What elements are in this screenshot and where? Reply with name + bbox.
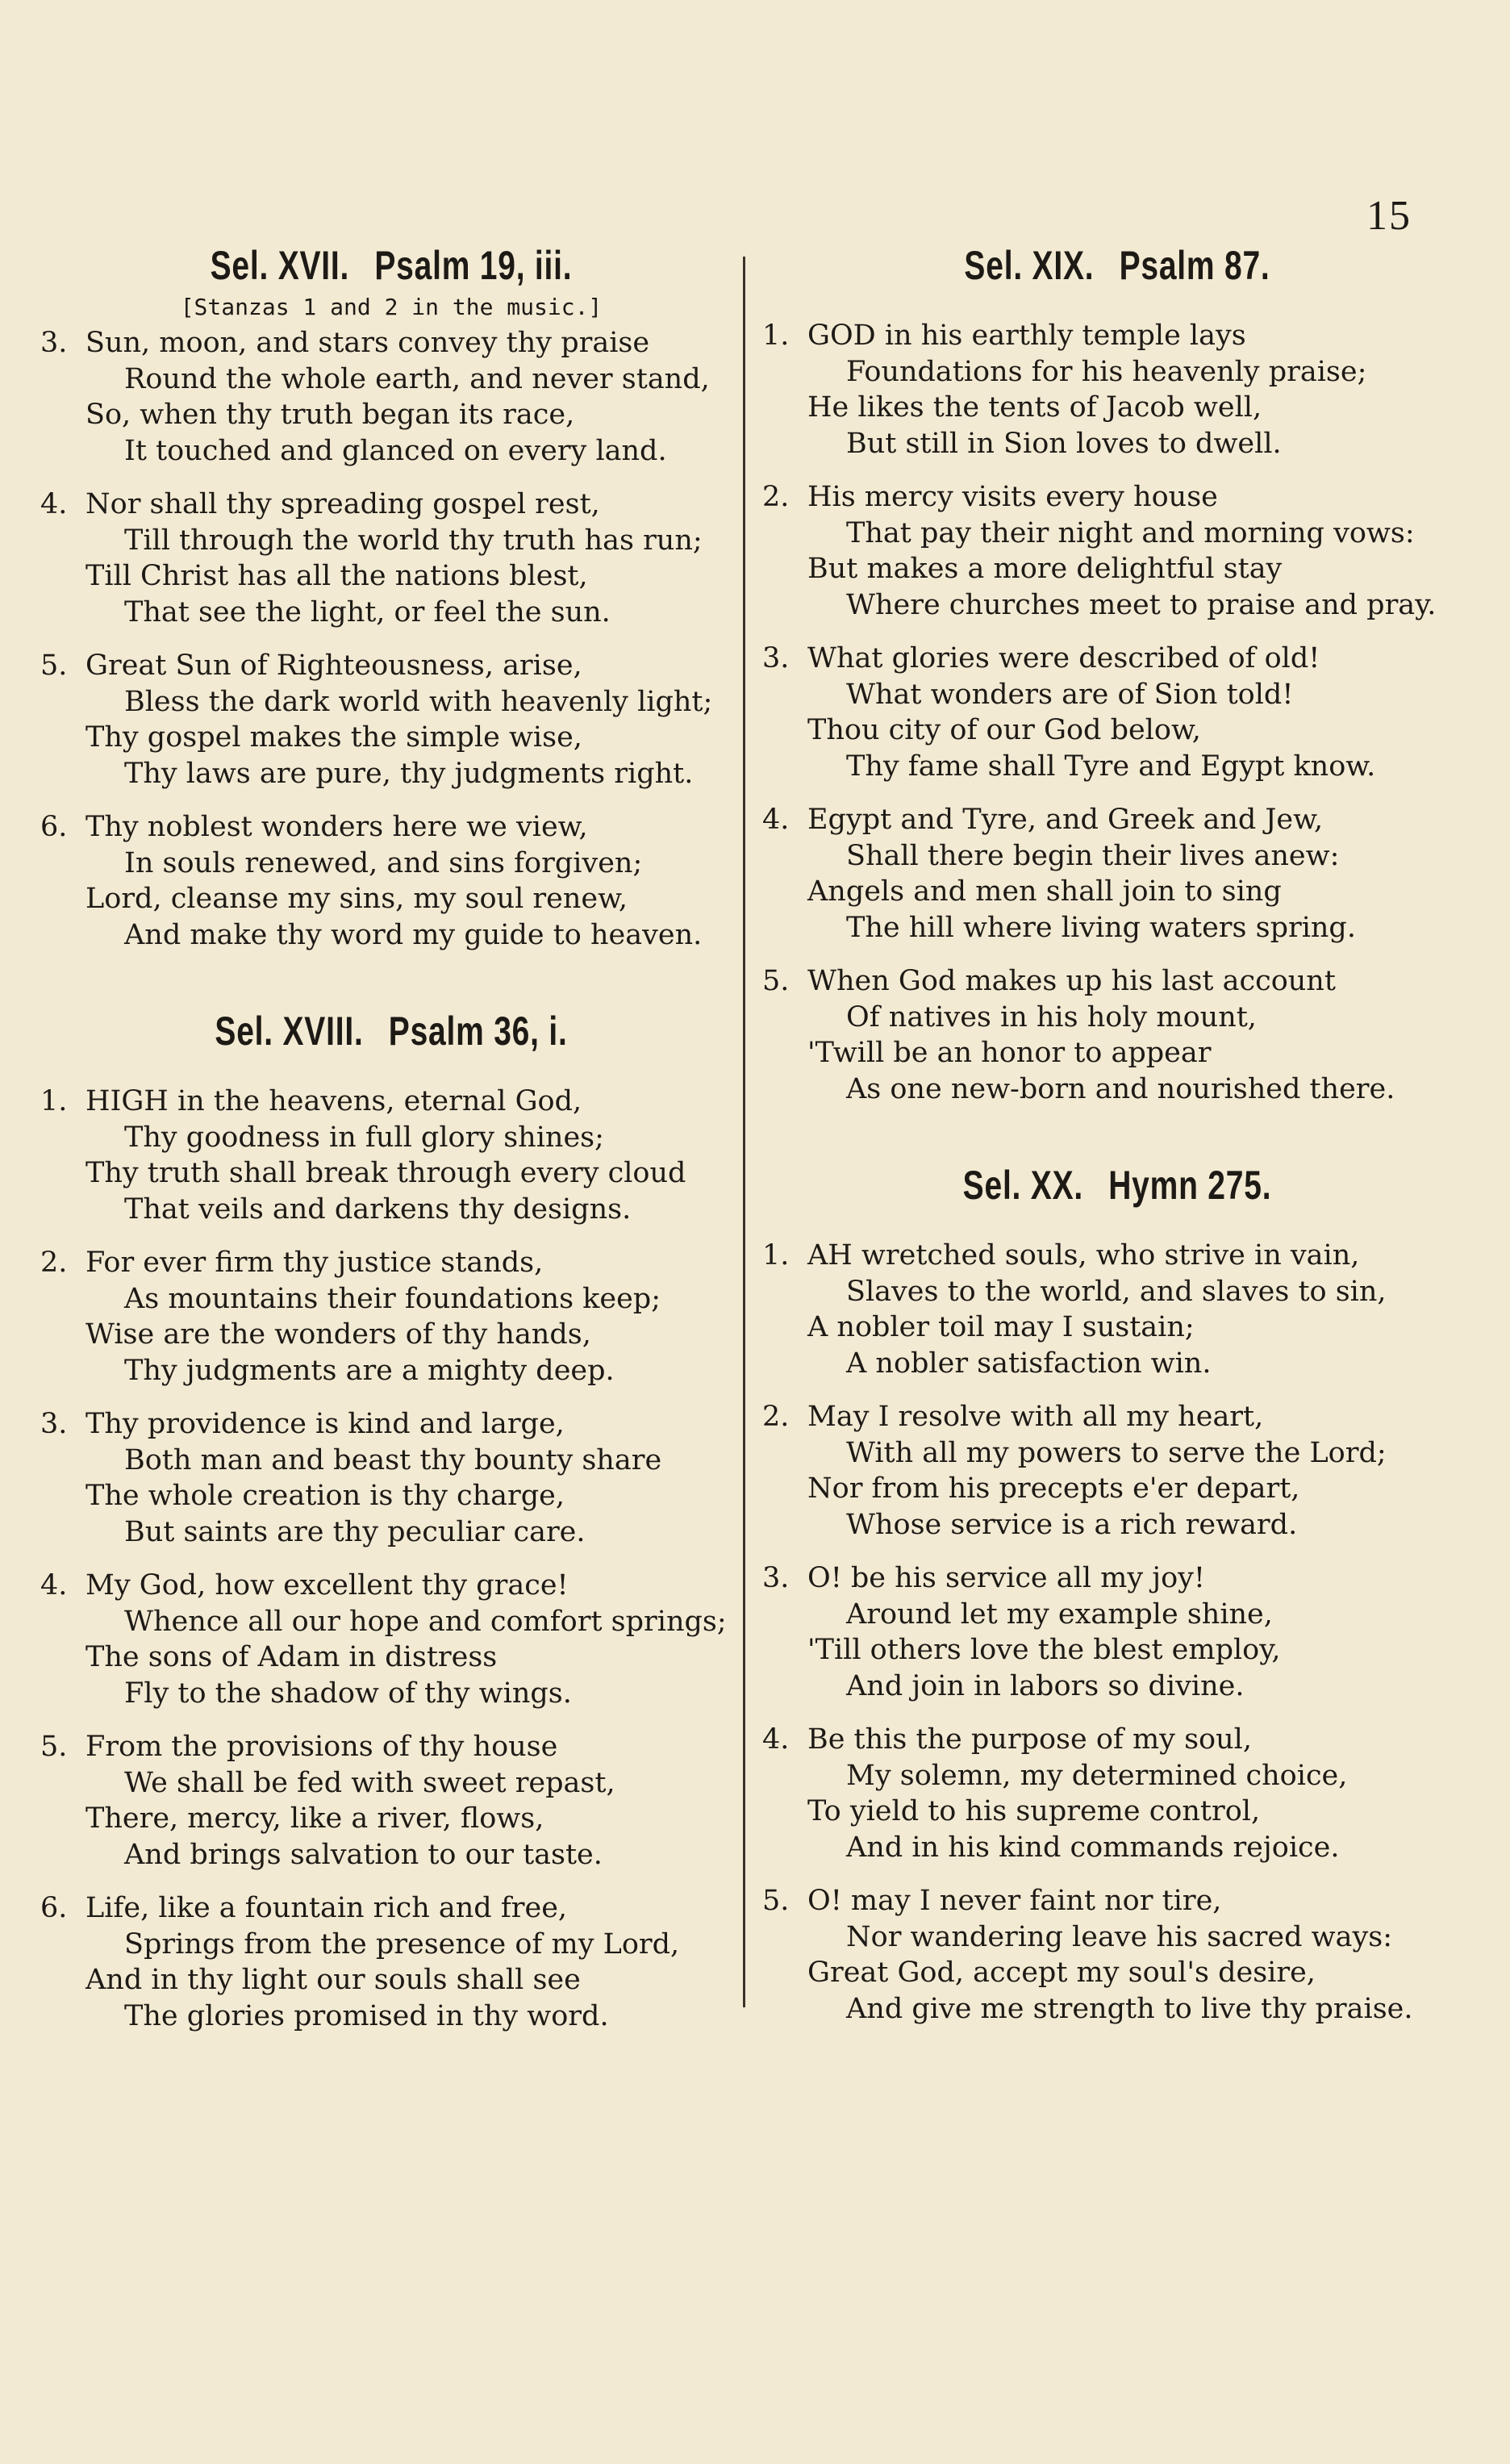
- stanza: [40, 809, 742, 953]
- stanza-number: 6.: [40, 811, 68, 843]
- verse-line: [762, 1919, 1472, 1956]
- selection-number: Sel. XVII.: [210, 243, 350, 288]
- stanza: [762, 318, 1472, 461]
- stanza: [40, 1890, 742, 2034]
- stanza: [762, 1560, 1472, 1704]
- verse-line: [40, 1084, 742, 1120]
- section-body-xx: [762, 1238, 1472, 2027]
- verse-text: O! may I never faint nor tire,: [807, 1885, 1222, 1917]
- verse-line: [40, 1890, 742, 1927]
- verse-line: [40, 1998, 742, 2035]
- verse-line: [40, 1353, 742, 1389]
- verse-line: [40, 1155, 742, 1192]
- verse-line: [762, 1632, 1472, 1668]
- verse-line: [762, 712, 1472, 749]
- stanza: [40, 648, 742, 791]
- verse-text: A nobler satisfaction win.: [846, 1347, 1212, 1380]
- verse-line: [762, 1274, 1472, 1310]
- verse-text: As one new-born and nourished there.: [846, 1072, 1395, 1105]
- verse-text: 'Till others love the blest employ,: [807, 1634, 1281, 1666]
- verse-line: [40, 846, 742, 882]
- stanza: [40, 1084, 742, 1227]
- stanza-number: 3.: [40, 1408, 68, 1440]
- verse-line: [40, 1765, 742, 1802]
- verse-text: That pay their night and morning vows:: [846, 516, 1415, 549]
- verse-text: Shall there begin their lives anew:: [846, 839, 1340, 872]
- verse-text: Life, like a fountain rich and free,: [86, 1892, 568, 1924]
- section-heading-xx: [841, 1162, 1394, 1209]
- verse-line: [762, 1071, 1472, 1108]
- section-body-xviii: [40, 1084, 742, 2034]
- verse-text: Thy providence is kind and large,: [86, 1408, 565, 1440]
- verse-text: Of natives in his holy mount,: [846, 1000, 1257, 1034]
- verse-line: [762, 1000, 1472, 1036]
- verse-text: Whence all our hope and comfort springs;: [124, 1605, 727, 1638]
- verse-text: A nobler toil may I sustain;: [807, 1311, 1195, 1343]
- stanza-number: 2.: [762, 481, 790, 513]
- verse-line: [762, 551, 1472, 587]
- verse-line: [762, 1435, 1472, 1472]
- verse-line: [40, 648, 742, 684]
- section-heading-xvii: [118, 242, 665, 289]
- verse-text: Thy truth shall break through every cloud: [86, 1157, 686, 1189]
- verse-line: [762, 1955, 1472, 1991]
- verse-line: [40, 1676, 742, 1712]
- verse-text: Nor wandering leave his sacred ways:: [846, 1920, 1392, 1953]
- verse-text: From the provisions of thy house: [86, 1731, 558, 1763]
- verse-text: GOD in his earthly temple lays: [807, 319, 1246, 352]
- verse-line: [40, 1281, 742, 1318]
- verse-text: Thy fame shall Tyre and Egypt know.: [846, 750, 1376, 783]
- verse-text: Where churches meet to praise and pray.: [846, 588, 1437, 621]
- stanza: [40, 487, 742, 630]
- verse-line: [40, 1406, 742, 1443]
- verse-text: Bless the dark world with heavenly light;: [124, 685, 713, 718]
- verse-line: [762, 1471, 1472, 1507]
- verse-line: [40, 558, 742, 595]
- stanza: [40, 1245, 742, 1389]
- section-title: Psalm 87.: [1119, 243, 1270, 288]
- verse-text: Fly to the shadow of thy wings.: [124, 1677, 572, 1710]
- verse-line: [40, 720, 742, 756]
- verse-text: The glories promised in thy word.: [124, 1999, 609, 2032]
- verse-line: [40, 325, 742, 361]
- verse-line: [762, 1758, 1472, 1794]
- section-body-xix: [762, 318, 1472, 1107]
- verse-text: He likes the tents of Jacob well,: [807, 391, 1262, 424]
- stanza-number: 3.: [762, 1562, 790, 1594]
- stanza: [40, 1568, 742, 1711]
- verse-line: [762, 749, 1472, 785]
- verse-text: Great Sun of Righteousness, arise,: [86, 649, 582, 682]
- verse-text: Sun, moon, and stars convey thy praise: [86, 327, 650, 359]
- verse-line: [762, 1035, 1472, 1071]
- verse-text: Great God, accept my soul's desire,: [807, 1957, 1316, 1989]
- selection-number: Sel. XX.: [962, 1163, 1084, 1208]
- section-title: Psalm 36, i.: [388, 1009, 568, 1054]
- verse-line: [762, 1794, 1472, 1830]
- verse-text: May I resolve with all my heart,: [807, 1401, 1264, 1433]
- stanza: [40, 1729, 742, 1873]
- verse-line: [40, 1245, 742, 1281]
- stanza-number: 3.: [762, 642, 790, 674]
- stanza: [762, 479, 1472, 623]
- verse-line: [40, 917, 742, 954]
- verse-text: That veils and darkens thy designs.: [124, 1192, 632, 1226]
- verse-text: Both man and beast thy bounty share: [124, 1443, 662, 1476]
- verse-text: Thou city of our God below,: [807, 714, 1201, 746]
- verse-text: Wise are the wonders of thy hands,: [86, 1318, 591, 1351]
- verse-line: [762, 874, 1472, 910]
- page-number: 15: [1366, 193, 1412, 239]
- verse-text: With all my powers to serve the Lord;: [846, 1436, 1387, 1469]
- verse-text: Lord, cleanse my sins, my soul renew,: [86, 883, 628, 915]
- right-column: [762, 242, 1472, 2044]
- stanza-number: 1.: [762, 319, 790, 352]
- verse-line: [40, 1568, 742, 1604]
- verse-line: [40, 756, 742, 792]
- verse-line: [762, 587, 1472, 624]
- stanza-number: 4.: [40, 488, 68, 520]
- verse-text: 'Twill be an honor to appear: [807, 1037, 1212, 1069]
- verse-text: AH wretched souls, who strive in vain,: [807, 1239, 1360, 1272]
- verse-line: [762, 1399, 1472, 1435]
- stanza-note: [Stanzas 1 and 2 in the music.]: [180, 294, 603, 320]
- section-title: Psalm 19, iii.: [374, 243, 573, 288]
- selection-number: Sel. XIX.: [964, 243, 1095, 288]
- verse-line: [40, 1317, 742, 1353]
- verse-text: O! be his service all my joy!: [807, 1562, 1205, 1594]
- stanza-number: 5.: [762, 965, 790, 997]
- verse-line: [762, 677, 1472, 713]
- stanza-number: 1.: [762, 1239, 790, 1272]
- verse-line: [40, 1801, 742, 1837]
- left-column: [40, 242, 742, 2052]
- verse-line: [40, 1192, 742, 1228]
- verse-text: Be this the purpose of my soul,: [807, 1723, 1252, 1756]
- stanza: [762, 1238, 1472, 1381]
- selection-number: Sel. XVIII.: [215, 1009, 364, 1054]
- verse-text: Foundations for his heavenly praise;: [846, 355, 1367, 388]
- stanza-number: 2.: [40, 1247, 68, 1279]
- verse-line: [762, 963, 1472, 1000]
- verse-text: His mercy visits every house: [807, 481, 1218, 513]
- stanza-number: 4.: [40, 1569, 68, 1602]
- verse-line: [762, 1597, 1472, 1633]
- verse-line: [40, 1478, 742, 1514]
- verse-text: And brings salvation to our taste.: [124, 1838, 603, 1871]
- verse-line: [762, 1507, 1472, 1543]
- verse-text: My God, how excellent thy grace!: [86, 1569, 569, 1602]
- verse-line: [40, 595, 742, 631]
- verse-line: [40, 397, 742, 433]
- stanza-number: 6.: [40, 1892, 68, 1924]
- verse-line: [762, 1668, 1472, 1705]
- stanza-number: 4.: [762, 1723, 790, 1756]
- stanza: [40, 1406, 742, 1550]
- verse-text: Slaves to the world, and slaves to sin,: [846, 1275, 1387, 1308]
- verse-text: To yield to his supreme control,: [807, 1795, 1261, 1827]
- verse-text: Egypt and Tyre, and Greek and Jew,: [807, 804, 1324, 836]
- verse-text: But makes a more delightful stay: [807, 553, 1283, 585]
- verse-line: [762, 1830, 1472, 1866]
- verse-text: And in thy light our souls shall see: [86, 1964, 581, 1996]
- verse-line: [40, 1604, 742, 1640]
- verse-text: And give me strength to live thy praise.: [846, 1992, 1413, 2025]
- verse-text: The hill where living waters spring.: [846, 911, 1356, 944]
- verse-line: [40, 1639, 742, 1676]
- verse-line: [762, 318, 1472, 354]
- verse-line: [40, 1443, 742, 1479]
- verse-text: But saints are thy peculiar care.: [124, 1515, 586, 1548]
- stanza-number: 2.: [762, 1401, 790, 1433]
- stanza: [762, 1399, 1472, 1543]
- verse-line: [40, 881, 742, 917]
- verse-line: [40, 809, 742, 846]
- section-body-xvii: [40, 325, 742, 953]
- verse-text: In souls renewed, and sins forgiven;: [124, 846, 643, 879]
- verse-text: Whose service is a rich reward.: [846, 1508, 1298, 1541]
- stanza-number: 5.: [762, 1885, 790, 1917]
- verse-line: [762, 390, 1472, 426]
- verse-line: [762, 802, 1472, 838]
- verse-text: The sons of Adam in distress: [86, 1641, 498, 1673]
- stanza: [762, 802, 1472, 946]
- stanza-number: 1.: [40, 1085, 68, 1117]
- verse-text: Till through the world thy truth has run;: [124, 524, 703, 557]
- verse-line: [762, 1722, 1472, 1758]
- section-title: Hymn 275.: [1108, 1163, 1272, 1208]
- verse-text: Till Christ has all the nations blest,: [86, 560, 588, 592]
- verse-text: As mountains their foundations keep;: [124, 1282, 661, 1315]
- verse-line: [40, 433, 742, 470]
- stanza: [762, 1722, 1472, 1865]
- verse-text: Around let my example shine,: [846, 1597, 1273, 1631]
- verse-line: [40, 361, 742, 398]
- verse-text: And make thy word my guide to heaven.: [124, 918, 703, 951]
- verse-text: My solemn, my determined choice,: [846, 1759, 1348, 1792]
- stanza: [762, 641, 1472, 784]
- verse-text: It touched and glanced on every land.: [124, 434, 667, 467]
- stanza: [762, 963, 1472, 1107]
- verse-line: [40, 1962, 742, 1998]
- verse-line: [762, 516, 1472, 552]
- verse-text: Thy noblest wonders here we view,: [86, 811, 588, 843]
- verse-line: [762, 1346, 1472, 1382]
- verse-line: [40, 1729, 742, 1765]
- verse-text: What wonders are of Sion told!: [846, 678, 1294, 711]
- verse-text: And join in labors so divine.: [846, 1669, 1245, 1702]
- section-heading-xix: [841, 242, 1394, 289]
- verse-line: [40, 684, 742, 720]
- verse-line: [40, 1120, 742, 1156]
- verse-line: [40, 523, 742, 559]
- verse-line: [762, 1883, 1472, 1919]
- verse-line: [762, 426, 1472, 462]
- verse-text: And in his kind commands rejoice.: [846, 1831, 1340, 1864]
- verse-line: [762, 1560, 1472, 1597]
- verse-text: We shall be fed with sweet repast,: [124, 1766, 615, 1799]
- verse-line: [762, 479, 1472, 516]
- verse-text: When God makes up his last account: [807, 965, 1336, 997]
- verse-line: [40, 1927, 742, 1963]
- verse-text: Angels and men shall join to sing: [807, 875, 1282, 908]
- verse-text: Thy goodness in full glory shines;: [124, 1121, 604, 1154]
- verse-text: Springs from the presence of my Lord,: [124, 1927, 680, 1961]
- stanza: [762, 1883, 1472, 2027]
- verse-line: [40, 487, 742, 523]
- verse-text: For ever firm thy justice stands,: [86, 1247, 544, 1279]
- verse-text: That see the light, or feel the sun.: [124, 595, 611, 629]
- verse-text: What glories were described of old!: [807, 642, 1320, 674]
- verse-text: Nor from his precepts e'er depart,: [807, 1472, 1300, 1505]
- verse-line: [762, 354, 1472, 390]
- verse-text: Thy judgments are a mighty deep.: [124, 1354, 615, 1387]
- stanza-number: 4.: [762, 804, 790, 836]
- verse-text: So, when thy truth began its race,: [86, 399, 575, 431]
- verse-line: [40, 1514, 742, 1551]
- verse-line: [762, 1238, 1472, 1274]
- verse-text: Thy laws are pure, thy judgments right.: [124, 757, 694, 790]
- verse-line: [762, 641, 1472, 677]
- verse-text: Round the whole earth, and never stand,: [124, 362, 710, 395]
- stanza-number: 5.: [40, 1731, 68, 1763]
- verse-text: But still in Sion loves to dwell.: [846, 427, 1282, 460]
- stanza-number: 3.: [40, 327, 68, 359]
- verse-text: Thy gospel makes the simple wise,: [86, 721, 582, 754]
- verse-text: Nor shall thy spreading gospel rest,: [86, 488, 600, 520]
- verse-line: [762, 838, 1472, 875]
- verse-text: HIGH in the heavens, eternal God,: [86, 1085, 582, 1117]
- column-divider: [743, 257, 745, 2007]
- verse-line: [762, 910, 1472, 946]
- stanza-number: 5.: [40, 649, 68, 682]
- verse-line: [40, 1837, 742, 1873]
- verse-text: There, mercy, like a river, flows,: [86, 1802, 544, 1835]
- stanza: [40, 325, 742, 469]
- verse-line: [762, 1991, 1472, 2028]
- verse-text: The whole creation is thy charge,: [86, 1480, 565, 1512]
- section-heading-xviii: [118, 1008, 665, 1055]
- verse-line: [762, 1309, 1472, 1346]
